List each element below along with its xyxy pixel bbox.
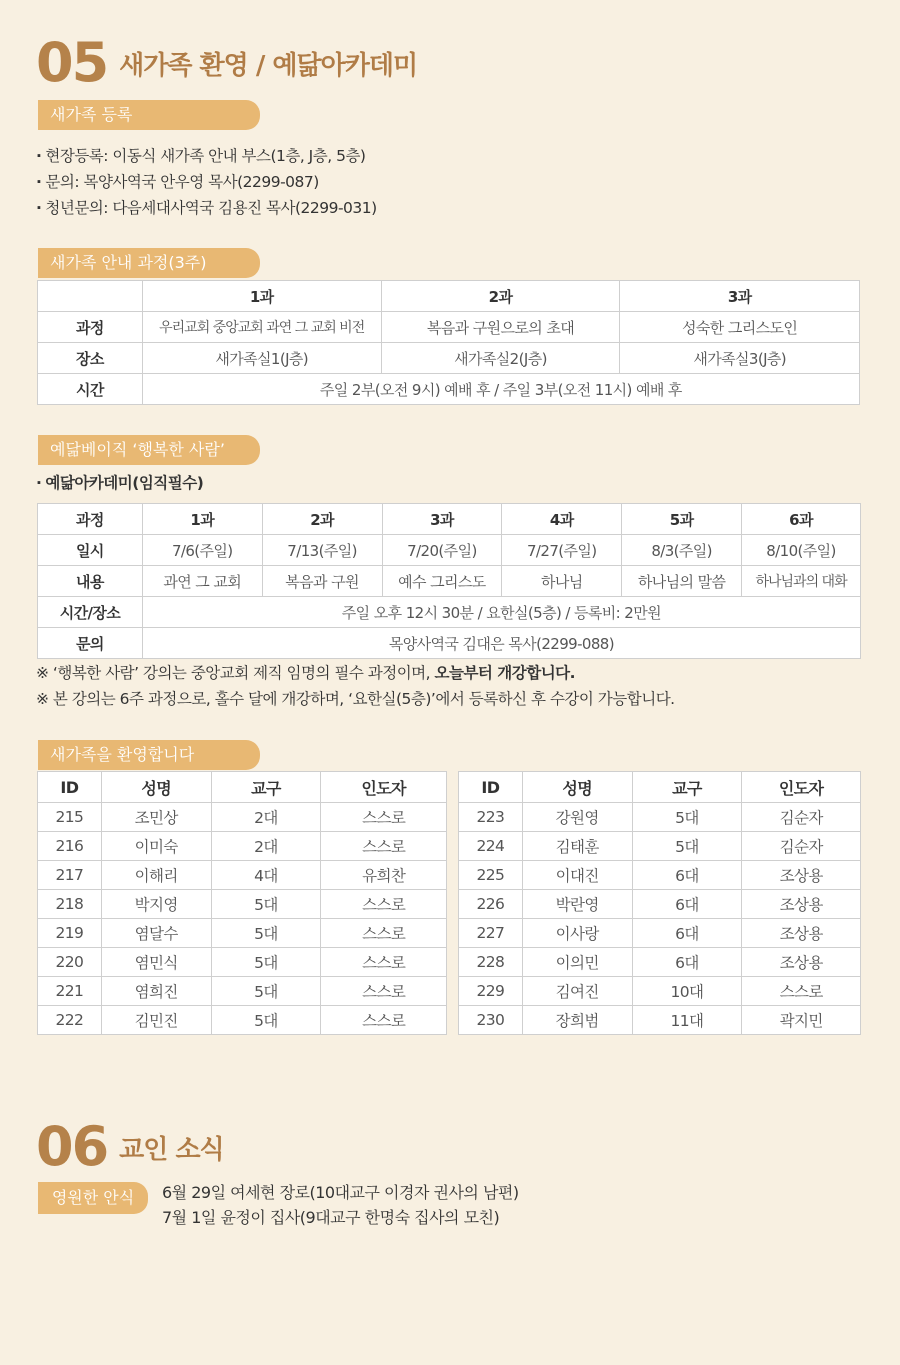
- table-row: [459, 948, 861, 977]
- member-id: 219: [38, 919, 102, 948]
- section-06-header: [36, 1115, 224, 1178]
- table-row: [459, 803, 861, 832]
- member-guide: 스스로: [742, 977, 861, 1006]
- section-number: 05: [36, 31, 108, 94]
- table-cell: 목양사역국 김대은 목사(2299-088): [142, 628, 860, 659]
- member-name: 염희진: [101, 977, 211, 1006]
- member-id: 229: [459, 977, 523, 1006]
- academy-notes: [36, 660, 675, 712]
- member-name: 이사랑: [522, 919, 632, 948]
- row-label: 과정: [38, 312, 143, 343]
- welcome-table-right: [458, 771, 861, 1035]
- academy-subtitle: · 예닮아카데미(임직필수): [36, 470, 203, 496]
- table-cell: 새가족실1(J층): [142, 343, 381, 374]
- member-name: 강원영: [522, 803, 632, 832]
- section-title: 교인 소식: [119, 1135, 224, 1165]
- table-header: 1과: [142, 504, 262, 535]
- table-header: ID: [459, 772, 523, 803]
- member-guide: 유희찬: [321, 861, 447, 890]
- table-row: [38, 566, 861, 597]
- member-guide: 스스로: [321, 1006, 447, 1035]
- list-item: · 청년문의: 다음세대사역국 김용진 목사(2299-031): [36, 195, 377, 221]
- table-row: [459, 890, 861, 919]
- table-row: [459, 832, 861, 861]
- member-guide: 스스로: [321, 803, 447, 832]
- table-cell: 하나님과의 대화: [742, 566, 861, 597]
- note-line: [36, 660, 675, 686]
- member-guide: 조상용: [742, 919, 861, 948]
- table-header: 교구: [632, 772, 742, 803]
- member-id: 225: [459, 861, 523, 890]
- table-header: 3과: [620, 281, 860, 312]
- table-header: 교구: [211, 772, 321, 803]
- table-row: [459, 919, 861, 948]
- member-id: 230: [459, 1006, 523, 1035]
- table-cell: 7/6(주일): [142, 535, 262, 566]
- table-row: [38, 374, 860, 405]
- member-district: 5대: [211, 977, 321, 1006]
- table-row: [38, 312, 860, 343]
- table-row: [38, 535, 861, 566]
- table-header: 인도자: [742, 772, 861, 803]
- table-row: [459, 861, 861, 890]
- table-header: 성명: [522, 772, 632, 803]
- member-name: 조민상: [101, 803, 211, 832]
- table-header: 2과: [262, 504, 382, 535]
- table-row: [38, 977, 447, 1006]
- table-header: 3과: [382, 504, 502, 535]
- member-district: 5대: [211, 919, 321, 948]
- member-name: 염달수: [101, 919, 211, 948]
- registration-tag: 새가족 등록: [38, 100, 260, 130]
- table-row: [459, 772, 861, 803]
- member-name: 이대진: [522, 861, 632, 890]
- member-district: 6대: [632, 861, 742, 890]
- member-name: 박지영: [101, 890, 211, 919]
- table-row: [38, 504, 861, 535]
- note-emphasis: 오늘부터 개강합니다.: [434, 664, 576, 682]
- member-district: 2대: [211, 832, 321, 861]
- table-cell: 새가족실3(J층): [620, 343, 860, 374]
- row-label: 문의: [38, 628, 143, 659]
- member-id: 220: [38, 948, 102, 977]
- table-row: [38, 772, 447, 803]
- academy-table: [37, 503, 861, 659]
- member-id: 228: [459, 948, 523, 977]
- table-cell: 과연 그 교회: [142, 566, 262, 597]
- table-row: [38, 343, 860, 374]
- note-line: ※ 본 강의는 6주 과정으로, 홀수 달에 개강하며, ‘요한실(5층)’에서 등록하신 후 수강이 가능합니다.: [36, 690, 675, 708]
- table-cell: 우리교회 중앙교회 과연 그 교회 비전: [142, 312, 381, 343]
- table-row: [38, 597, 861, 628]
- table-header: 인도자: [321, 772, 447, 803]
- table-cell: 주일 오후 12시 30분 / 요한실(5층) / 등록비: 2만원: [142, 597, 860, 628]
- table-row: [38, 628, 861, 659]
- table-row: [38, 890, 447, 919]
- table-header: 2과: [381, 281, 620, 312]
- guide-tag: 새가족 안내 과정(3주): [38, 248, 260, 278]
- table-header: ID: [38, 772, 102, 803]
- table-header: 성명: [101, 772, 211, 803]
- table-row: [459, 977, 861, 1006]
- registration-list: [36, 143, 377, 221]
- member-guide: 김순자: [742, 803, 861, 832]
- member-district: 6대: [632, 919, 742, 948]
- welcome-tag: 새가족을 환영합니다: [38, 740, 260, 770]
- member-guide: 조상용: [742, 948, 861, 977]
- member-district: 5대: [632, 832, 742, 861]
- table-header: 5과: [622, 504, 742, 535]
- row-label: 시간: [38, 374, 143, 405]
- table-header: [38, 281, 143, 312]
- news-list: [162, 1180, 519, 1230]
- member-id: 216: [38, 832, 102, 861]
- member-name: 이미숙: [101, 832, 211, 861]
- table-cell: 복음과 구원으로의 초대: [381, 312, 620, 343]
- table-cell: 예수 그리스도: [382, 566, 502, 597]
- table-cell: 하나님의 말씀: [622, 566, 742, 597]
- table-cell: 성숙한 그리스도인: [620, 312, 860, 343]
- member-name: 염민식: [101, 948, 211, 977]
- table-header: 4과: [502, 504, 622, 535]
- member-guide: 김순자: [742, 832, 861, 861]
- member-guide: 조상용: [742, 890, 861, 919]
- member-district: 5대: [211, 1006, 321, 1035]
- section-number: 06: [36, 1115, 108, 1178]
- table-cell: 복음과 구원: [262, 566, 382, 597]
- row-label: 내용: [38, 566, 143, 597]
- news-item: 6월 29일 여세현 장로(10대교구 이경자 권사의 남편): [162, 1183, 519, 1202]
- academy-subtitle-list: [36, 470, 203, 496]
- member-district: 5대: [211, 890, 321, 919]
- table-cell: 7/13(주일): [262, 535, 382, 566]
- member-district: 2대: [211, 803, 321, 832]
- member-guide: 스스로: [321, 977, 447, 1006]
- member-id: 222: [38, 1006, 102, 1035]
- member-guide: 스스로: [321, 832, 447, 861]
- table-row: [38, 1006, 447, 1035]
- member-district: 11대: [632, 1006, 742, 1035]
- table-cell: 7/20(주일): [382, 535, 502, 566]
- member-district: 6대: [632, 948, 742, 977]
- member-district: 4대: [211, 861, 321, 890]
- member-district: 6대: [632, 890, 742, 919]
- table-row: [38, 281, 860, 312]
- member-name: 이해리: [101, 861, 211, 890]
- table-row: [38, 803, 447, 832]
- member-id: 226: [459, 890, 523, 919]
- member-id: 218: [38, 890, 102, 919]
- member-guide: 조상용: [742, 861, 861, 890]
- table-cell: 새가족실2(J층): [381, 343, 620, 374]
- member-id: 217: [38, 861, 102, 890]
- member-name: 김태훈: [522, 832, 632, 861]
- welcome-left-body: [38, 803, 447, 1035]
- table-cell: 하나님: [502, 566, 622, 597]
- member-district: 5대: [211, 948, 321, 977]
- member-district: 10대: [632, 977, 742, 1006]
- table-cell: 7/27(주일): [502, 535, 622, 566]
- member-name: 장희범: [522, 1006, 632, 1035]
- member-id: 221: [38, 977, 102, 1006]
- member-id: 227: [459, 919, 523, 948]
- academy-tag: 예닮베이직 ‘행복한 사람’: [38, 435, 260, 465]
- member-id: 215: [38, 803, 102, 832]
- member-name: 이의민: [522, 948, 632, 977]
- member-name: 김민진: [101, 1006, 211, 1035]
- list-item: · 문의: 목양사역국 안우영 목사(2299-087): [36, 169, 377, 195]
- welcome-table-left: [37, 771, 447, 1035]
- section-title: 새가족 환영 / 예닮아카데미: [119, 51, 418, 81]
- note-text: ※ ‘행복한 사람’ 강의는 중앙교회 제직 임명의 필수 과정이며,: [36, 664, 435, 682]
- row-label: 시간/장소: [38, 597, 143, 628]
- section-05-header: [36, 31, 418, 94]
- table-row: [38, 832, 447, 861]
- news-item: 7월 1일 윤정이 집사(9대교구 한명숙 집사의 모친): [162, 1208, 500, 1227]
- member-guide: 스스로: [321, 919, 447, 948]
- table-cell: 8/3(주일): [622, 535, 742, 566]
- table-cell: 8/10(주일): [742, 535, 861, 566]
- guide-table: [37, 280, 860, 405]
- table-header: 6과: [742, 504, 861, 535]
- table-row: [459, 1006, 861, 1035]
- table-row: [38, 919, 447, 948]
- member-id: 224: [459, 832, 523, 861]
- member-guide: 곽지민: [742, 1006, 861, 1035]
- member-name: 박란영: [522, 890, 632, 919]
- table-cell: 주일 2부(오전 9시) 예배 후 / 주일 3부(오전 11시) 예배 후: [142, 374, 859, 405]
- list-item: · 현장등록: 이동식 새가족 안내 부스(1층, J층, 5층): [36, 143, 377, 169]
- member-district: 5대: [632, 803, 742, 832]
- member-id: 223: [459, 803, 523, 832]
- table-row: [38, 948, 447, 977]
- member-guide: 스스로: [321, 890, 447, 919]
- row-label: 일시: [38, 535, 143, 566]
- table-header: 1과: [142, 281, 381, 312]
- member-guide: 스스로: [321, 948, 447, 977]
- table-header: 과정: [38, 504, 143, 535]
- row-label: 장소: [38, 343, 143, 374]
- news-tag: 영원한 안식: [38, 1182, 148, 1214]
- welcome-right-body: [459, 803, 861, 1035]
- member-name: 김여진: [522, 977, 632, 1006]
- table-row: [38, 861, 447, 890]
